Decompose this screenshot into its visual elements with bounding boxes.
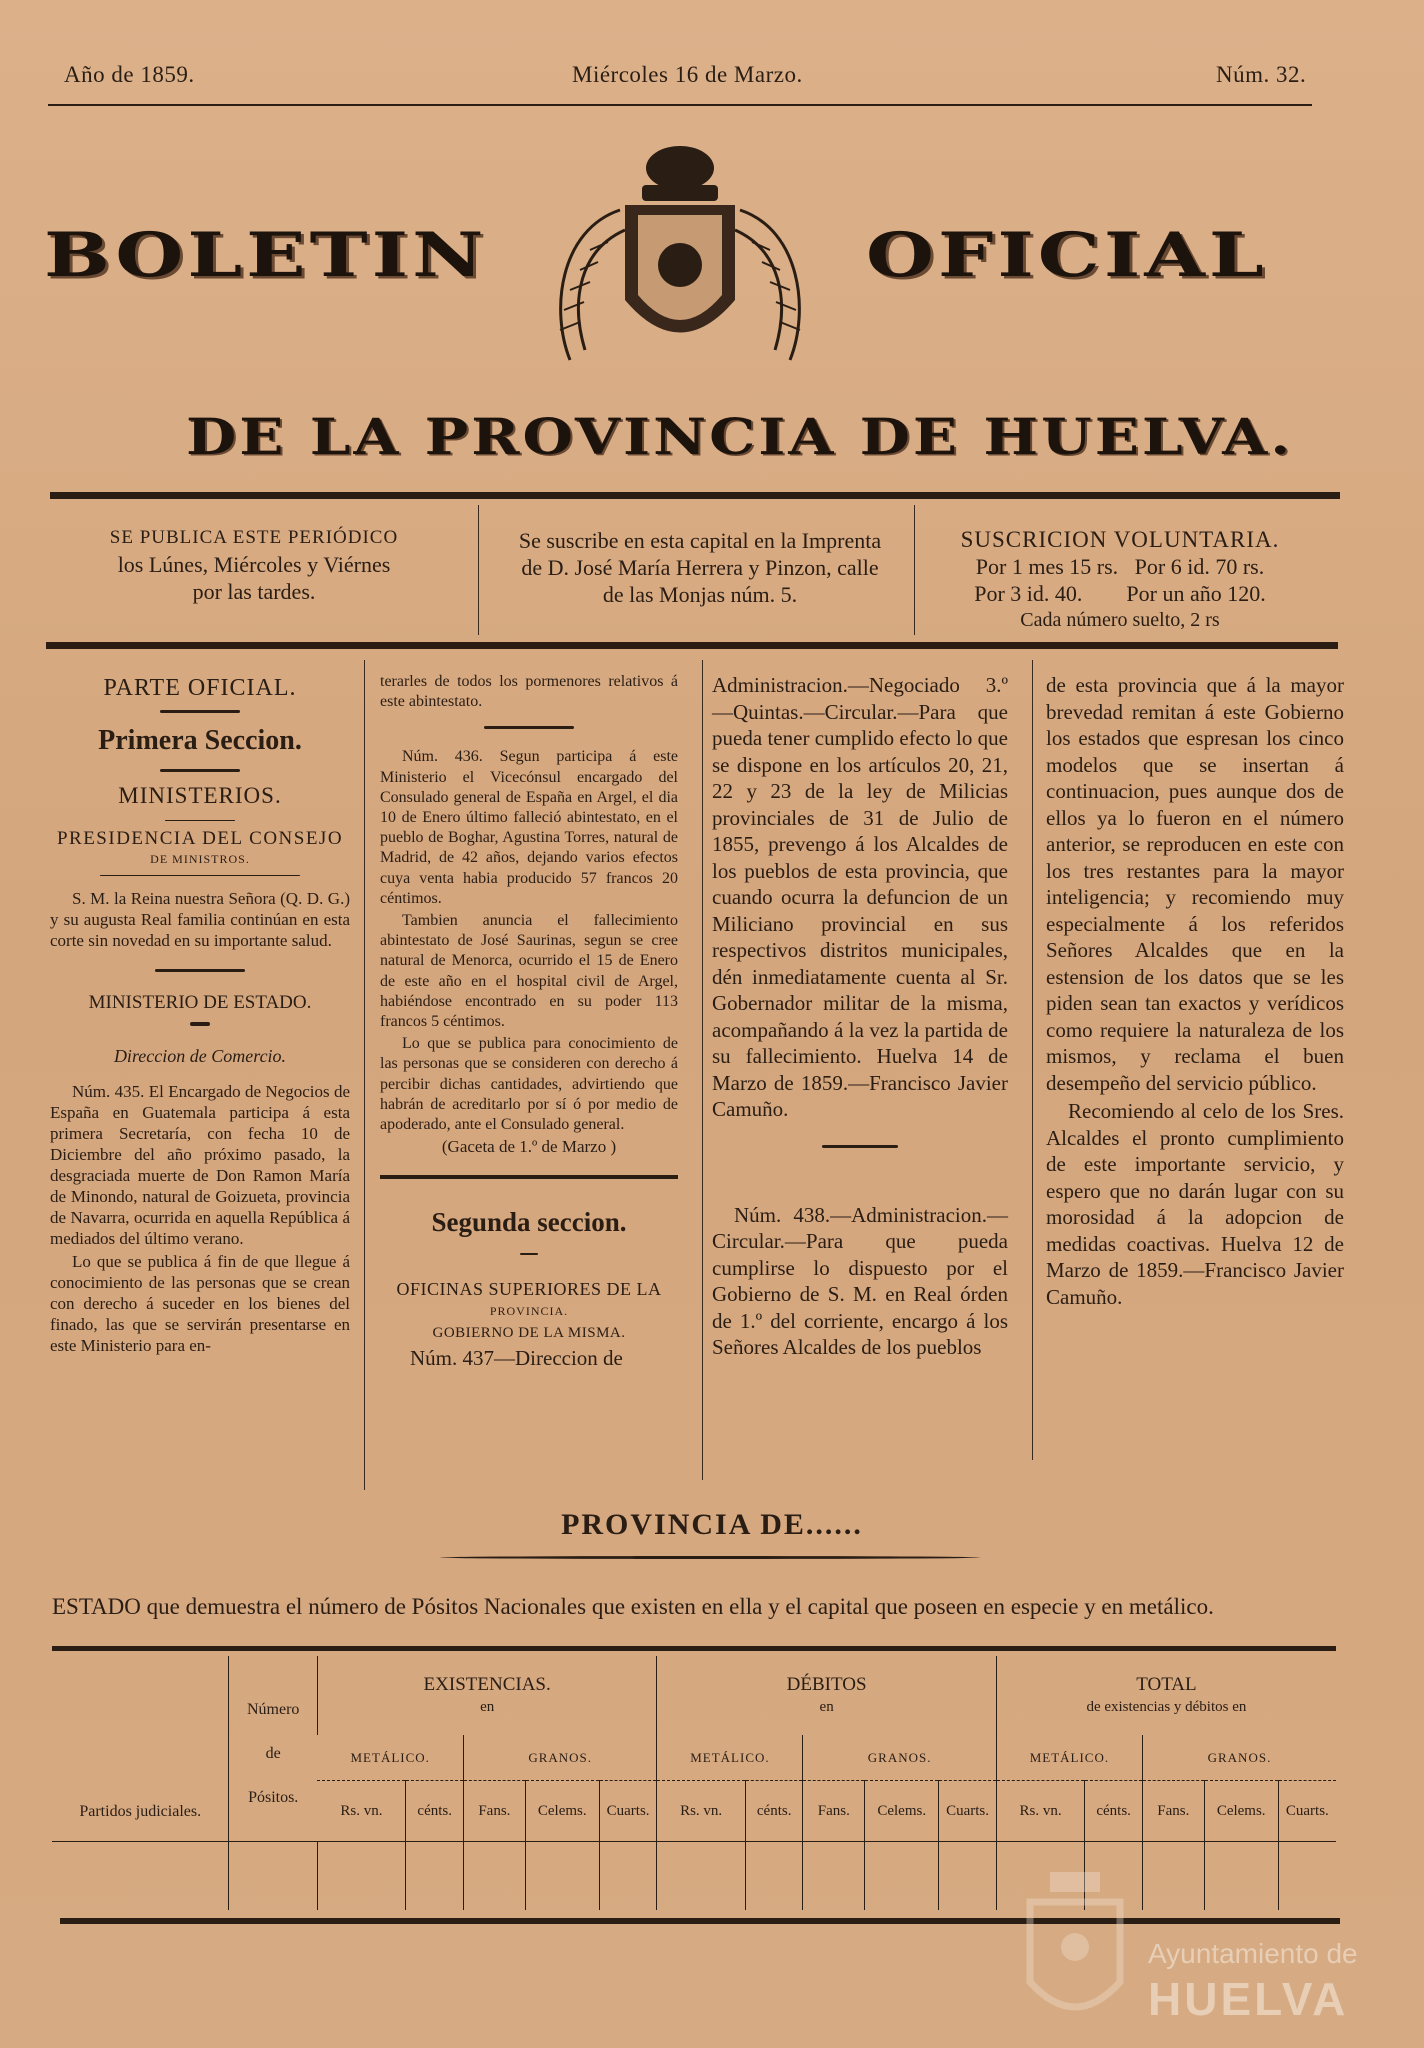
column-1	[50, 672, 350, 1358]
ornament	[160, 710, 240, 713]
presidencia-heading: PRESIDENCIA DEL CONSEJO	[56, 828, 344, 849]
data-cell	[657, 1842, 745, 1910]
debitos-header	[657, 1656, 996, 1735]
ministerio-estado-heading: MINISTERIO DE ESTADO.	[88, 992, 312, 1013]
paragraph: Lo que se publica á fin de que llegue á conocimiento de las personas que se crean con derecho á suceder en los bienes del finado, las que se servirán presentarse en este Ministerio para en-	[50, 1252, 350, 1355]
granos-header: GRANOS.	[464, 1735, 657, 1780]
info-prices-title: SUSCRICION VOLUNTARIA.	[960, 527, 1280, 552]
coat-of-arms-emblem	[530, 140, 830, 380]
col-cents: cénts.	[745, 1781, 803, 1842]
col-rs: Rs. vn.	[657, 1781, 745, 1842]
info-subscription-line: de D. José María Herrera y Pinzon, calle	[521, 555, 879, 580]
data-cell	[1278, 1842, 1336, 1910]
info-rule	[46, 642, 1338, 649]
paragraph: de esta provincia que á la mayor brevedad remitan á este Gobierno los estados que espresan los cinco modelos que se insertan á continuacion, pues aunque dos de ellos ya lo fueron en el número anterior, se reproducen en este con los tres restantes para la mayor inteligencia; y recomiendo muy especialmente á los referidos Señores Alcaldes que en la estension de los datos que se les piden sean tan exactos y verídicos como requiere la naturaleza de los mismos, y reclama el buen desempeño del servicio público.	[1046, 673, 1344, 1095]
metalico-header: METÁLICO.	[996, 1735, 1142, 1780]
col-cuarts: Cuarts.	[1278, 1781, 1336, 1842]
col-cents: cénts.	[1085, 1781, 1143, 1842]
segunda-seccion-heading: Segunda seccion.	[431, 1207, 627, 1238]
column-divider	[702, 660, 703, 1480]
column-3	[712, 672, 1008, 1363]
provincia-heading: PROVINCIA.	[489, 1304, 569, 1319]
column-divider	[364, 660, 365, 1490]
metalico-header: METÁLICO.	[657, 1735, 803, 1780]
col-cuarts: Cuarts.	[599, 1781, 657, 1842]
data-cell	[745, 1842, 803, 1910]
parte-oficial-heading: PARTE OFICIAL.	[103, 675, 297, 701]
paragraph: Núm. 438.—Administracion.—Circular.—Para que pueda cumplirse lo dispuesto por el Gobierno de S. M. en Real órden de 1.º del corriente, encargo á los Señores Alcaldes de los pueblos	[712, 1202, 1008, 1359]
table-rule-top	[52, 1646, 1336, 1651]
granos-header: GRANOS.	[1142, 1735, 1336, 1780]
col-fans: Fans.	[464, 1781, 526, 1842]
data-cell	[865, 1842, 939, 1910]
group-title: DÉBITOS	[786, 1673, 867, 1695]
info-publication-line: por las tardes.	[192, 579, 316, 604]
data-cell	[317, 1842, 405, 1910]
col-fans: Fans.	[1142, 1781, 1204, 1842]
info-prices-line: Por 3 id. 40. Por un año 120.	[974, 581, 1266, 606]
ornament	[520, 1253, 538, 1255]
ministerios-heading: MINISTERIOS.	[118, 783, 282, 808]
watermark-shield-graphic	[1020, 1862, 1130, 2032]
column-2	[380, 672, 678, 1371]
total-header	[996, 1656, 1336, 1735]
coat-of-arms	[530, 140, 830, 380]
info-divider	[478, 505, 479, 635]
oficinas-heading: OFICINAS SUPERIORES DE LA	[396, 1279, 662, 1300]
info-prices-line: Por 1 mes 15 rs. Por 6 id. 70 rs.	[975, 554, 1265, 579]
info-prices	[920, 526, 1320, 634]
ornament	[165, 820, 235, 821]
de-ministros-heading: DE MINISTROS.	[150, 852, 250, 866]
col-celems: Celems.	[1204, 1781, 1278, 1842]
masthead-oficial: OFICIAL	[866, 220, 1268, 291]
paragraph: Recomiendo al celo de los Sres. Alcaldes el pronto cumplimiento de este importante servicio, y espero que no darán lugar con su morosidad á la adopcion de medidas coactivas. Huelva 12 de Marzo de 1859.—Francisco Javier Camuño.	[1046, 1099, 1344, 1309]
masthead-rule	[50, 492, 1340, 499]
numero-header-line: Número	[246, 1700, 300, 1718]
group-sub: en	[480, 1698, 495, 1715]
paragraph: Administracion.—Negociado 3.º—Quintas.—Circular.—Para que pueda tener cumplido efecto lo que se dispone en los artículos 20, 21, 22 y 23 de la ley de Milicias provinciales de 31 de Julio de 1855, prevengo á los Alcaldes de los pueblos de esta provincia, que cuando ocurra la defuncion de un Miliciano provincial en sus respectivos distritos municipales, dén inmediatamente cuenta al Sr. Gobernador militar de la misma, acompañando á la vez la partida de su fallecimiento. Huelva 14 de Marzo de 1859.—Francisco Javier Camuño.	[712, 673, 1008, 1121]
info-subscription-line: Se suscribe en esta capital en la Imprenta	[518, 528, 882, 553]
top-rule	[48, 104, 1312, 106]
info-subscription-line: de las Monjas núm. 5.	[602, 582, 798, 607]
info-publication-line: SE PUBLICA ESTE PERIÓDICO	[109, 527, 399, 548]
data-cell	[525, 1842, 599, 1910]
num437-line: Núm. 437—Direccion de	[410, 1346, 623, 1371]
numero-header-line: Pósitos.	[248, 1788, 299, 1806]
ornament	[155, 969, 245, 972]
watermark-line-2: HUELVA	[1148, 1973, 1349, 2025]
data-cell	[1142, 1842, 1204, 1910]
data-cell	[52, 1842, 229, 1910]
column-4	[1046, 672, 1344, 1312]
estado-table	[52, 1656, 1336, 1910]
ornament	[100, 875, 300, 876]
group-sub: de existencias y débitos en	[1086, 1698, 1247, 1715]
info-prices-line: Cada número suelto, 2 rs	[1020, 609, 1220, 631]
gobierno-heading: GOBIERNO DE LA MISMA.	[432, 1325, 626, 1342]
masthead-boletin: BOLETIN	[44, 220, 488, 291]
metalico-header: METÁLICO.	[317, 1735, 463, 1780]
col-celems: Celems.	[525, 1781, 599, 1842]
paragraph: Núm. 436. Segun participa á este Ministerio el Vicecónsul encargado del Consulado general de España en Argel, el dia 10 de Enero último falleció abintestato, en el pueblo de Boghar, Agustina Torres, natural de Madrid, de 42 años, dejando varios efectos cuya venta habia producido 57 francos 20 céntimos.	[380, 748, 678, 907]
paragraph: Tambien anuncia el fallecimiento abintestato de José Saurinas, segun se cree natural de Menorca, ocurrido el 15 de Enero de este año en el hospital civil de Argel, habiéndose encontrado en su poder 113 francos 5 céntimos.	[380, 912, 678, 1031]
col-rs: Rs. vn.	[340, 1802, 383, 1819]
data-cell	[464, 1842, 526, 1910]
info-divider	[914, 505, 915, 635]
primera-seccion-heading: Primera Seccion.	[98, 725, 302, 756]
ornament	[484, 726, 574, 729]
existencias-header	[317, 1656, 656, 1735]
issue-date: Miércoles 16 de Marzo.	[572, 62, 803, 87]
group-title: EXISTENCIAS.	[423, 1673, 551, 1695]
ornament	[190, 1022, 210, 1026]
paragraph: Núm. 435. El Encargado de Negocios de España en Guatemala participa á esta primera Secretaría, con fecha 10 de Diciembre del año próximo pasado, la desgraciada muerte de Don Ramon María de Minondo, natural de Goizueta, provincia de Navarra, ocurrida en aquella República á mediados del último verano.	[50, 1082, 350, 1248]
group-sub: en	[819, 1698, 834, 1715]
data-cell	[229, 1842, 317, 1910]
gaceta-note: (Gaceta de 1.º de Marzo )	[441, 1137, 617, 1157]
watermark-shield-icon	[1020, 1862, 1130, 2032]
section-rule	[380, 1175, 678, 1179]
data-cell	[406, 1842, 464, 1910]
estado-caption: ESTADO que demuestra el número de Pósitos Nacionales que existen en ella y el capital que poseen en especie y en metálico.	[52, 1594, 1214, 1619]
col-rs: Rs. vn.	[996, 1781, 1084, 1842]
data-cell	[803, 1842, 865, 1910]
ornament	[822, 1145, 898, 1148]
numero-header	[229, 1656, 317, 1842]
watermark-line-1: Ayuntamiento de	[1148, 1938, 1358, 1969]
paragraph: Lo que se publica para conocimiento de las personas que se consideren con derecho á percibir dichas cantidades, advirtiendo que habrán de acreditarlo por sí ó por medio de apoderado, ante el Consulado general.	[380, 1035, 678, 1134]
ornament	[160, 769, 240, 772]
info-publication-line: los Lúnes, Miércoles y Viérnes	[117, 552, 391, 577]
info-subscription-place	[484, 527, 916, 608]
group-title: TOTAL	[1136, 1673, 1197, 1695]
masthead-subtitle: DE LA PROVINCIA DE HUELVA.	[186, 408, 1294, 466]
data-cell	[599, 1842, 657, 1910]
col-celems: Celems.	[865, 1781, 939, 1842]
column-divider	[1032, 660, 1033, 1460]
numero-header-line: de	[265, 1744, 281, 1762]
paragraph: S. M. la Reina nuestra Señora (Q. D. G.) y su augusta Real familia continúan en esta corte sin novedad en su importante salud.	[50, 889, 350, 950]
estado-title: PROVINCIA DE......	[561, 1508, 863, 1541]
estado-title-wrap	[0, 1508, 1424, 1542]
partidos-header: Partidos judiciales.	[79, 1803, 202, 1821]
info-publication	[52, 524, 456, 605]
col-cents: cénts.	[406, 1781, 464, 1842]
data-cell	[939, 1842, 997, 1910]
direccion-comercio-heading: Direccion de Comercio.	[113, 1046, 287, 1066]
granos-header: GRANOS.	[803, 1735, 996, 1780]
issue-year: Año de 1859.	[64, 62, 195, 87]
col-cuarts: Cuarts.	[939, 1781, 997, 1842]
data-cell	[1204, 1842, 1278, 1910]
table-rule-bottom	[60, 1918, 1340, 1924]
paragraph: terarles de todos los pormenores relativos á este abintestato.	[380, 673, 678, 711]
ornament	[440, 1556, 980, 1559]
issue-number: Núm. 32.	[1216, 62, 1307, 87]
col-fans: Fans.	[803, 1781, 865, 1842]
